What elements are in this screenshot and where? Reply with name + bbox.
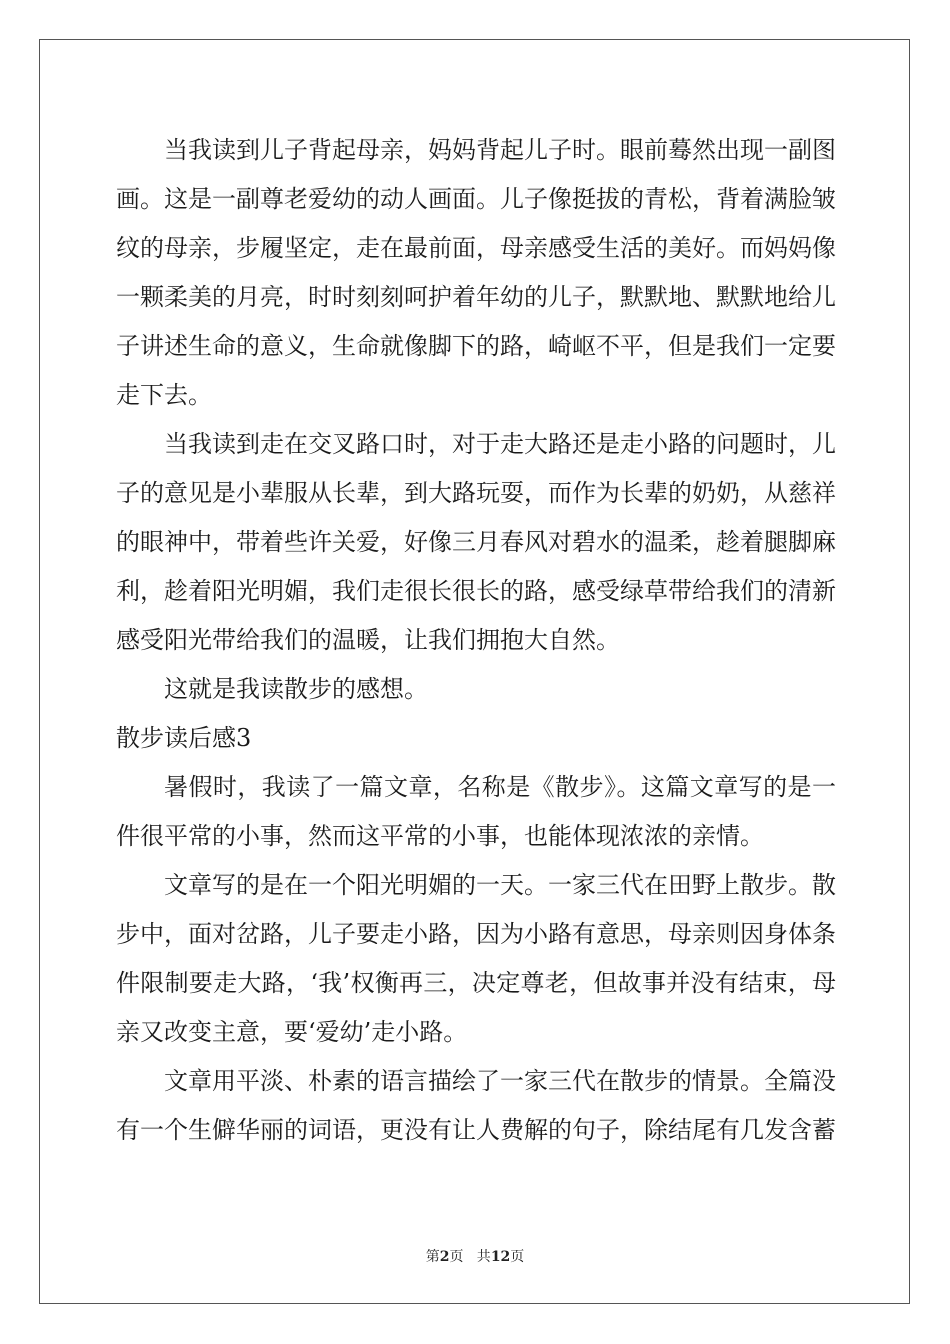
document-body <box>116 126 836 1155</box>
footer-suffix: 页 <box>510 1249 525 1265</box>
paragraph-2: 当我读到走在交叉路口时，对于走大路还是走小路的问题时，儿子的意见是小辈服从长辈，到大路玩耍，而作为长辈的奶奶，从慈祥的眼神中，带着些许关爱，好像三月春风对碧水的温柔，趁着腿脚麻利，趁着阳光明媚，我们走很长很长的路，感受绿草带给我们的清新感受阳光带给我们的温暖，让我们拥抱大自然。 <box>116 430 836 654</box>
footer-mid: 页 共 <box>449 1249 491 1265</box>
paragraph-5: 文章写的是在一个阳光明媚的一天。一家三代在田野上散步。散步中，面对岔路，儿子要走小路，因为小路有意思，母亲则因身体条件限制要走大路，‘我’权衡再三，决定尊老，但故事并没有结束，母亲又改变主意，要‘爱幼’走小路。 <box>116 871 836 1046</box>
paragraph-4: 暑假时，我读了一篇文章，名称是《散步》。这篇文章写的是一件很平常的小事，然而这平常的小事，也能体现浓浓的亲情。 <box>116 773 836 850</box>
total-pages-number: 12 <box>490 1249 511 1265</box>
section-heading: 散步读后感3 <box>116 724 252 752</box>
paragraph-6: 文章用平淡、朴素的语言描绘了一家三代在散步的情景。全篇没有一个生僻华丽的词语，更没有让人费解的句子，除结尾有几发含蓄 <box>116 1067 836 1144</box>
paragraph-1: 当我读到儿子背起母亲，妈妈背起儿子时。眼前蓦然出现一副图画。这是一副尊老爱幼的动人画面。儿子像挺拔的青松，背着满脸皱纹的母亲，步履坚定，走在最前面，母亲感受生活的美好。而妈妈像一颗柔美的月亮，时时刻刻呵护着年幼的儿子，默默地、默默地给儿子讲述生命的意义，生命就像脚下的路，崎岖不平，但是我们一定要走下去。 <box>116 136 836 409</box>
footer-prefix: 第 <box>425 1249 440 1265</box>
page-footer <box>0 1246 950 1266</box>
current-page-number: 2 <box>439 1249 450 1265</box>
paragraph-3: 这就是我读散步的感想。 <box>164 675 428 703</box>
